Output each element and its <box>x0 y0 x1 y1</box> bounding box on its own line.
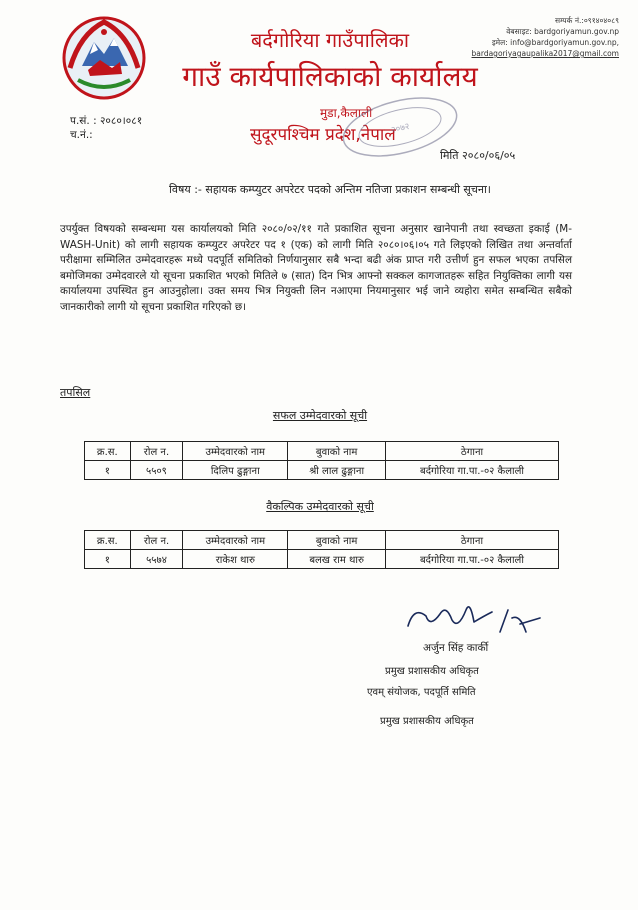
municipality-name: बर्दगोरिया गाउँपालिका <box>250 28 410 52</box>
cell-candidate: दिलिप ढुङ्गाना <box>183 461 288 480</box>
dispatch-number: च.नं.: <box>70 129 93 141</box>
table-header-row <box>85 442 559 461</box>
col-address: ठेगाना <box>385 531 558 550</box>
subject-line: विषय :- सहायक कम्प्युटर अपरेटर पदको अन्तिम नतिजा प्रकाशन सम्बन्धी सूचना। <box>169 183 491 196</box>
table-header-row <box>85 531 559 550</box>
col-roll: रोल न. <box>130 442 183 461</box>
details-label: तपसिल <box>60 386 91 399</box>
col-candidate: उम्मेदवारको नाम <box>183 531 288 550</box>
province-name: सुदूरपश्चिम प्रदेश,नेपाल <box>250 125 396 145</box>
col-father: बुवाको नाम <box>288 442 386 461</box>
cell-roll: ५५०९ <box>130 461 183 480</box>
signatory-stamp-title: प्रमुख प्रशासकीय अधिकृत <box>380 716 474 727</box>
col-address: ठेगाना <box>386 442 559 461</box>
office-name: गाउँ कार्यपालिकाको कार्यालय <box>182 60 478 93</box>
cell-candidate: राकेश थारु <box>183 550 288 569</box>
cell-father: श्री लाल ढुङ्गाना <box>288 461 386 480</box>
col-roll: रोल न. <box>130 531 183 550</box>
contact-info <box>444 15 619 59</box>
cell-serial: १ <box>85 461 131 480</box>
stamp-year: २०७२ <box>390 121 411 137</box>
contact-website: वेबसाइट: bardgoriyamun.gov.np <box>506 27 619 36</box>
successful-candidates-table <box>84 441 559 480</box>
signatory-name: अर्जुन सिंह कार्की <box>423 642 489 654</box>
cell-serial: १ <box>85 550 131 569</box>
alternate-candidates-table <box>84 530 559 569</box>
contact-phone: सम्पर्क नं.:०९१४०४०८९ <box>554 16 619 25</box>
reference-number: प.सं. : २०८०।०८१ <box>70 115 143 127</box>
office-location: मुडा,कैलाली <box>320 106 373 120</box>
signatory-title: प्रमुख प्रशासकीय अधिकृत <box>385 666 479 677</box>
cell-address: बर्दगोरिया गा.पा.-०२ कैलाली <box>385 550 558 569</box>
notice-body: उपर्युक्त विषयको सम्बन्धमा यस कार्यालयको मिति २०८०/०२/११ गते प्रकाशित सूचना अनुसार खानेपानी तथा स्वच्छता इकाई (M-WASH-Unit) को लागी सहायक कम्प्युटर अपरेटर पद १ (एक) को लागी मिति २०८०।०६।०५ गते लिइएको लिखित तथा अन्तर्वार्ता परीक्षामा सम्मिलित उम्मेदवारहरू मध्ये पदपूर्ति समितिको निर्णयानुसार सबै भन्दा बढी अंक प्राप्त गरी उत्तीर्ण हुन सफल भएका तपसिल बमोजिमका उम्मेदवारले यो सूचना प्रकाशित भएको मितिले ७ (सात) दिन भित्र आफ्नो सक्कल कागजातहरू सहित नियुक्तिका लागी यस कार्यालयमा उपस्थित हुन आउनुहोला। उक्त समय भित्र नियुक्ती लिन नआएमा नियमानुसार भई जाने व्यहोरा समेत सम्बन्धित सबैको जानकारीको लागी यो सूचना प्रकाशित गरिएको छ। <box>60 223 572 313</box>
contact-email-2: bardagoriyagaupalika2017@gmail.com <box>471 49 619 58</box>
col-serial: क्र.स. <box>85 442 131 461</box>
nepal-emblem-logo <box>60 14 148 102</box>
col-serial: क्र.स. <box>85 531 131 550</box>
cell-roll: ५५७४ <box>130 550 183 569</box>
cell-father: बलख राम थारु <box>288 550 386 569</box>
table-row <box>85 461 559 480</box>
cell-address: बर्दगोरिया गा.पा.-०२ कैलाली <box>386 461 559 480</box>
signatory-role: एवम् संयोजक, पदपूर्ति समिति <box>367 687 476 698</box>
document-date: मिति २०८०/०६/०५ <box>440 149 516 162</box>
alternate-candidates-title: वैकल्पिक उम्मेदवारको सूची <box>266 500 374 513</box>
contact-email: इमेल: info@bardgoriyamun.gov.np, <box>491 38 619 47</box>
handwritten-signature <box>400 592 550 642</box>
table-row <box>85 550 559 569</box>
col-father: बुवाको नाम <box>288 531 386 550</box>
col-candidate: उम्मेदवारको नाम <box>183 442 288 461</box>
successful-candidates-title: सफल उम्मेदवारको सूची <box>272 409 368 422</box>
